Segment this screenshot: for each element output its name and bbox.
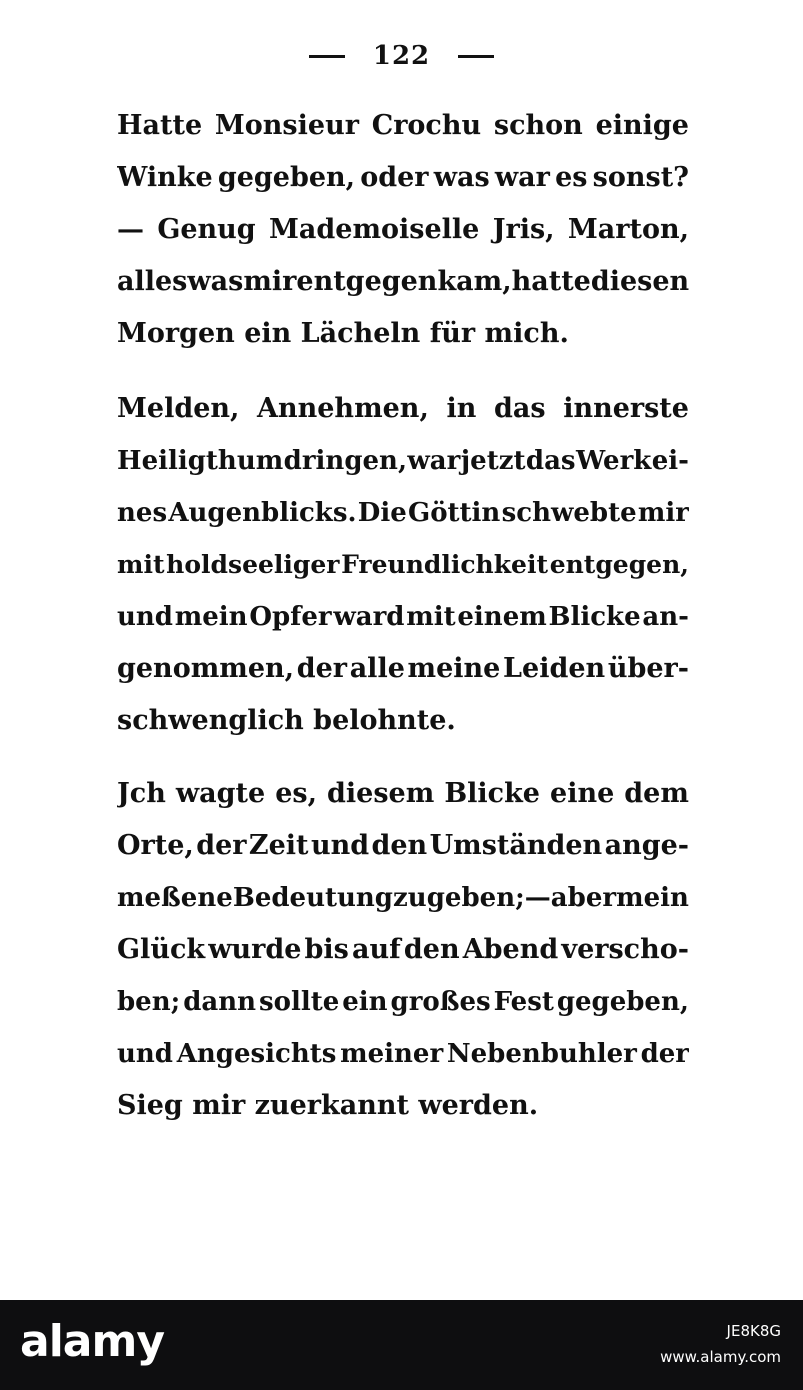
text-line: Jch wagte es, diesem Blicke eine dem [117,778,689,809]
text-line: Hatte Monsieur Crochu schon einige [117,110,689,141]
text-line: genommen, der alle meine Leiden über- [117,653,689,684]
text-line: Morgen ein Lächeln für mich. [117,318,569,349]
text-line: — Genug Mademoiselle Jris, Marton, [117,214,689,245]
text-line: Glück wurde bis auf den Abend verscho- [117,934,689,965]
text-line: mit holdseeliger Freundlichkeit entgegen, [117,550,689,579]
header-dash-left [309,55,345,58]
paragraph-3 [117,768,689,1132]
watermark-url: www.alamy.com [660,1348,781,1366]
image-id: JE8K8G [726,1322,781,1340]
text-line: und Angesichts meiner Nebenbuhler der [117,1039,689,1069]
text-line: Sieg mir zuerkannt werden. [117,1090,539,1121]
header-dash-right [458,55,494,58]
text-line: Melden, Annehmen, in das innerste [117,393,689,424]
text-line: Heiligthum dringen, war jetzt das Werk ei- [117,446,689,476]
page-header [0,38,803,74]
text-line: ben; dann sollte ein großes Fest gegeben, [117,987,689,1017]
text-line: schwenglich belohnte. [117,705,456,736]
text-line: und mein Opfer ward mit einem Blicke an- [117,602,689,632]
text-line: Orte, der Zeit und den Umständen ange- [117,830,689,861]
alamy-logo: alamy [20,1316,164,1367]
text-line: alles was mir entgegen kam, hatte diesen [117,266,689,297]
paragraph-2 [117,383,689,747]
text-line: Winke gegeben, oder was war es sonst? [117,162,689,193]
text-line: nes Augenblicks. Die Göttin schwebte mir [117,498,689,528]
page-number: 122 [372,41,431,71]
stock-watermark-bar [0,1300,803,1390]
text-line: meßene Bedeutung zu geben; — aber mein [117,883,689,913]
paragraph-1 [117,100,689,360]
